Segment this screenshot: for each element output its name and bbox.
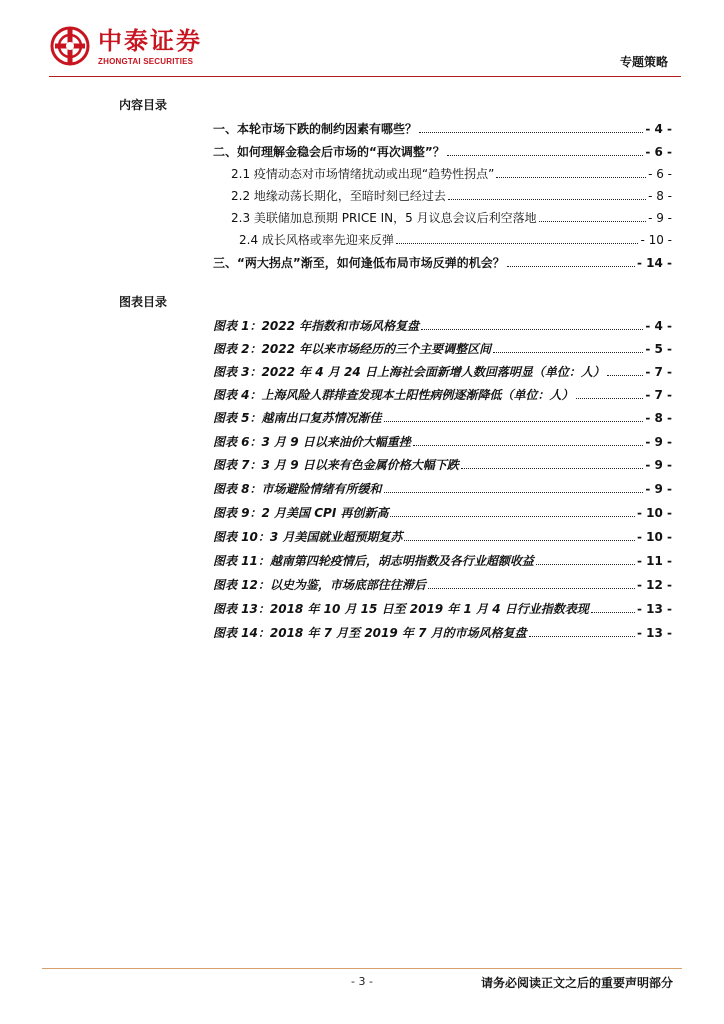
toc-leader-dots — [607, 375, 643, 376]
toc-leader-dots — [591, 612, 635, 613]
toc-entry-page: - 8 - — [648, 189, 672, 203]
toc-leader-dots — [461, 468, 644, 469]
figure-toc-entry[interactable] — [213, 339, 672, 357]
figure-toc-entry[interactable] — [213, 503, 672, 521]
figure-entry-label: 图表 9：2 月美国 CPI 再创新高 — [213, 506, 389, 520]
figure-toc-entry[interactable] — [213, 599, 672, 617]
figure-entry-label: 图表 6：3 月 9 日以来油价大幅重挫 — [213, 435, 411, 449]
toc-leader-dots — [428, 588, 635, 589]
figure-entry-label: 图表 14：2018 年 7 月至 2019 年 7 月的市场风格复盘 — [213, 626, 527, 640]
figure-entry-page: - 7 - — [645, 388, 672, 402]
figure-entry-page: - 12 - — [636, 578, 672, 592]
logo-text-en: ZHONGTAI SECURITIES — [98, 57, 194, 66]
toc-entry[interactable] — [213, 119, 672, 137]
figure-entry-label: 图表 12：以史为鉴，市场底部往往滞后 — [213, 578, 426, 592]
figure-toc-entry[interactable] — [213, 575, 672, 593]
figure-toc-entry[interactable] — [213, 408, 672, 426]
figure-entry-page: - 11 - — [636, 554, 672, 568]
toc-entry-page: - 14 - — [636, 256, 672, 270]
toc-leader-dots — [384, 421, 644, 422]
contents-title: 内容目录 — [119, 98, 168, 112]
figure-entry-label: 图表 11：越南第四轮疫情后，胡志明指数及各行业超额收益 — [213, 554, 534, 568]
figure-entry-page: - 9 - — [645, 482, 672, 496]
toc-entry[interactable] — [231, 164, 672, 182]
figure-entry-label: 图表 1：2022 年指数和市场风格复盘 — [213, 319, 420, 333]
figure-entry-page: - 10 - — [636, 506, 672, 520]
toc-leader-dots — [493, 352, 643, 353]
figure-entry-page: - 9 - — [645, 435, 672, 449]
toc-entry-label: 2.2 地缘动荡长期化，至暗时刻已经过去 — [231, 189, 446, 203]
toc-leader-dots — [421, 329, 643, 330]
figures-title: 图表目录 — [119, 295, 168, 309]
toc-entry[interactable] — [213, 253, 672, 271]
page-number: - 3 - — [351, 975, 373, 988]
document-type: 专题策略 — [619, 55, 668, 69]
figure-entry-page: - 10 - — [636, 530, 672, 544]
figure-entry-label: 图表 2：2022 年以来市场经历的三个主要调整区间 — [213, 342, 492, 356]
figure-entry-page: - 13 - — [636, 602, 672, 616]
figure-toc-entry[interactable] — [213, 623, 672, 641]
figure-entry-label: 图表 3：2022 年 4 月 24 日上海社会面新增人数回落明显（单位：人） — [213, 365, 605, 379]
toc-leader-dots — [576, 398, 644, 399]
toc-entry[interactable] — [213, 142, 672, 160]
figure-entry-label: 图表 5：越南出口复苏情况渐佳 — [213, 411, 382, 425]
figure-toc-entry[interactable] — [213, 527, 672, 545]
toc-leader-dots — [396, 243, 639, 244]
toc-leader-dots — [448, 199, 646, 200]
figure-entry-label: 图表 10：3 月美国就业超预期复苏 — [213, 530, 403, 544]
toc-entry-page: - 6 - — [645, 145, 672, 159]
toc-leader-dots — [384, 492, 644, 493]
toc-entry-page: - 9 - — [648, 211, 672, 225]
figure-entry-page: - 5 - — [645, 342, 672, 356]
toc-leader-dots — [529, 636, 635, 637]
toc-entry[interactable] — [231, 208, 672, 226]
header-divider — [49, 76, 681, 77]
toc-leader-dots — [413, 445, 644, 446]
figure-entry-page: - 13 - — [636, 626, 672, 640]
figure-toc-entry[interactable] — [213, 316, 672, 334]
figure-toc-entry[interactable] — [213, 385, 672, 403]
figure-toc-entry[interactable] — [213, 551, 672, 569]
toc-leader-dots — [447, 155, 644, 156]
toc-leader-dots — [390, 516, 635, 517]
toc-entry-page: - 6 - — [648, 167, 672, 181]
footer-divider — [42, 968, 682, 969]
toc-entry-label: 二、如何理解金稳会后市场的“再次调整”？ — [213, 145, 445, 159]
toc-leader-dots — [539, 221, 646, 222]
figure-toc-entry[interactable] — [213, 362, 672, 380]
toc-entry-label: 2.4 成长风格或率先迎来反弹 — [239, 233, 394, 247]
figure-entry-page: - 8 - — [645, 411, 672, 425]
toc-entry-label: 一、本轮市场下跌的制约因素有哪些？ — [213, 122, 418, 136]
toc-leader-dots — [419, 132, 643, 133]
toc-entry-label: 2.3 美联储加息预期 PRICE IN，5 月议息会议后利空落地 — [231, 211, 537, 225]
figure-entry-page: - 4 - — [645, 319, 672, 333]
figure-toc-entry[interactable] — [213, 432, 672, 450]
page-header — [0, 0, 724, 80]
zhongtai-logo-icon — [50, 26, 90, 66]
toc-entry-page: - 4 - — [645, 122, 672, 136]
footer-disclaimer: 请务必阅读正文之后的重要声明部分 — [480, 976, 673, 990]
figure-entry-page: - 7 - — [645, 365, 672, 379]
toc-entry-label: 2.1 疫情动态对市场情绪扰动或出现“趋势性拐点” — [231, 167, 495, 181]
figure-entry-label: 图表 4：上海风险人群排查发现本土阳性病例逐渐降低（单位：人） — [213, 388, 574, 402]
figure-toc-entry[interactable] — [213, 455, 672, 473]
logo-text-cn: 中泰证券 — [98, 27, 202, 55]
figure-toc-entry[interactable] — [213, 479, 672, 497]
figure-entry-label: 图表 8：市场避险情绪有所缓和 — [213, 482, 382, 496]
toc-leader-dots — [496, 177, 646, 178]
toc-entry[interactable] — [231, 186, 672, 204]
figure-entry-label: 图表 13：2018 年 10 月 15 日至 2019 年 1 月 4 日行业指数表现 — [213, 602, 589, 616]
figure-entry-page: - 9 - — [645, 458, 672, 472]
toc-entry[interactable] — [239, 230, 672, 248]
toc-leader-dots — [536, 564, 635, 565]
toc-entry-label: 三、“两大拐点”渐至，如何逢低布局市场反弹的机会？ — [213, 256, 505, 270]
figure-entry-label: 图表 7：3 月 9 日以来有色金属价格大幅下跌 — [213, 458, 459, 472]
toc-leader-dots — [507, 266, 635, 267]
toc-leader-dots — [404, 540, 635, 541]
toc-entry-page: - 10 - — [640, 233, 672, 247]
